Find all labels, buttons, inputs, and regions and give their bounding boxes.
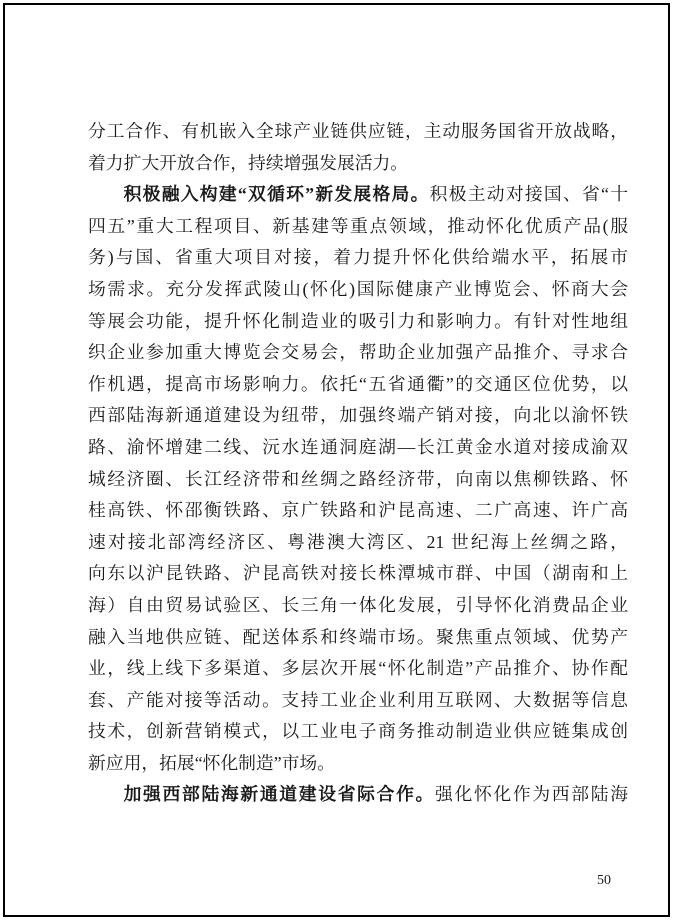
text-line: 分工合作、有机嵌入全球产业链供应链，主动服务国省开放战略， [88, 121, 628, 141]
text-line: 向东以沪昆铁路、沪昆高铁对接长株潭城市群、中国（湖南和上 [88, 563, 628, 584]
text-line: 速对接北部湾经济区、粤港澳大湾区、21 世纪海上丝绸之路， [88, 531, 628, 552]
text-line: 积极融入构建“双循环”新发展格局。积极主动对接国、省“十 [123, 184, 628, 205]
text-line: 路、渝怀增建二线、沅水连通洞庭湖—长江黄金水道对接成渝双 [88, 436, 628, 457]
text-line: 织企业参加重大博览会交易会，帮助企业加强产品推介、寻求合 [88, 342, 628, 363]
text-line: 场需求。充分发挥武陵山(怀化)国际健康产业博览会、怀商大会 [88, 278, 628, 299]
body-text [88, 116, 628, 811]
text-line: 海）自由贸易试验区、长三角一体化发展，引导怀化消费品企业 [88, 594, 628, 615]
text-line: 融入当地供应链、配送体系和终端市场。聚焦重点领域、优势产 [88, 626, 628, 647]
text-line: 业，线上线下多渠道、多层次开展“怀化制造”产品推介、协作配 [88, 658, 628, 679]
paragraph-lead-bold: 加强西部陆海新通道建设省际合作。 [123, 784, 436, 805]
text-line: 务)与国、省重大项目对接，着力提升怀化供给端水平，拓展市 [88, 247, 628, 268]
text-line: 加强西部陆海新通道建设省际合作。强化怀化作为西部陆海 [123, 784, 628, 805]
text-line: 套、产能对接等活动。支持工业企业利用互联网、大数据等信息 [88, 689, 628, 710]
text-line: 作机遇，提高市场影响力。依托“五省通衢”的交通区位优势，以 [88, 373, 628, 394]
text-line: 着力扩大开放合作，持续增强发展活力。 [88, 152, 409, 173]
paragraph-lead-bold: 积极融入构建“双循环”新发展格局。 [123, 184, 430, 205]
text-line: 新应用，拓展“怀化制造”市场。 [88, 752, 335, 773]
page-number: 50 [597, 873, 611, 888]
text-line: 四五”重大工程项目、新基建等重点领域，推动怀化优质产品(服 [88, 215, 628, 236]
text-line: 技术，创新营销模式，以工业电子商务推动制造业供应链集成创 [88, 721, 628, 742]
text-line: 西部陆海新通道建设为纽带，加强终端产销对接，向北以渝怀铁 [88, 405, 628, 426]
text-line: 桂高铁、怀邵衡铁路、京广铁路和沪昆高速、二广高速、许广高 [88, 500, 628, 521]
text-line: 城经济圈、长江经济带和丝绸之路经济带，向南以焦柳铁路、怀 [88, 468, 628, 489]
text-line: 等展会功能，提升怀化制造业的吸引力和影响力。有针对性地组 [88, 310, 628, 331]
